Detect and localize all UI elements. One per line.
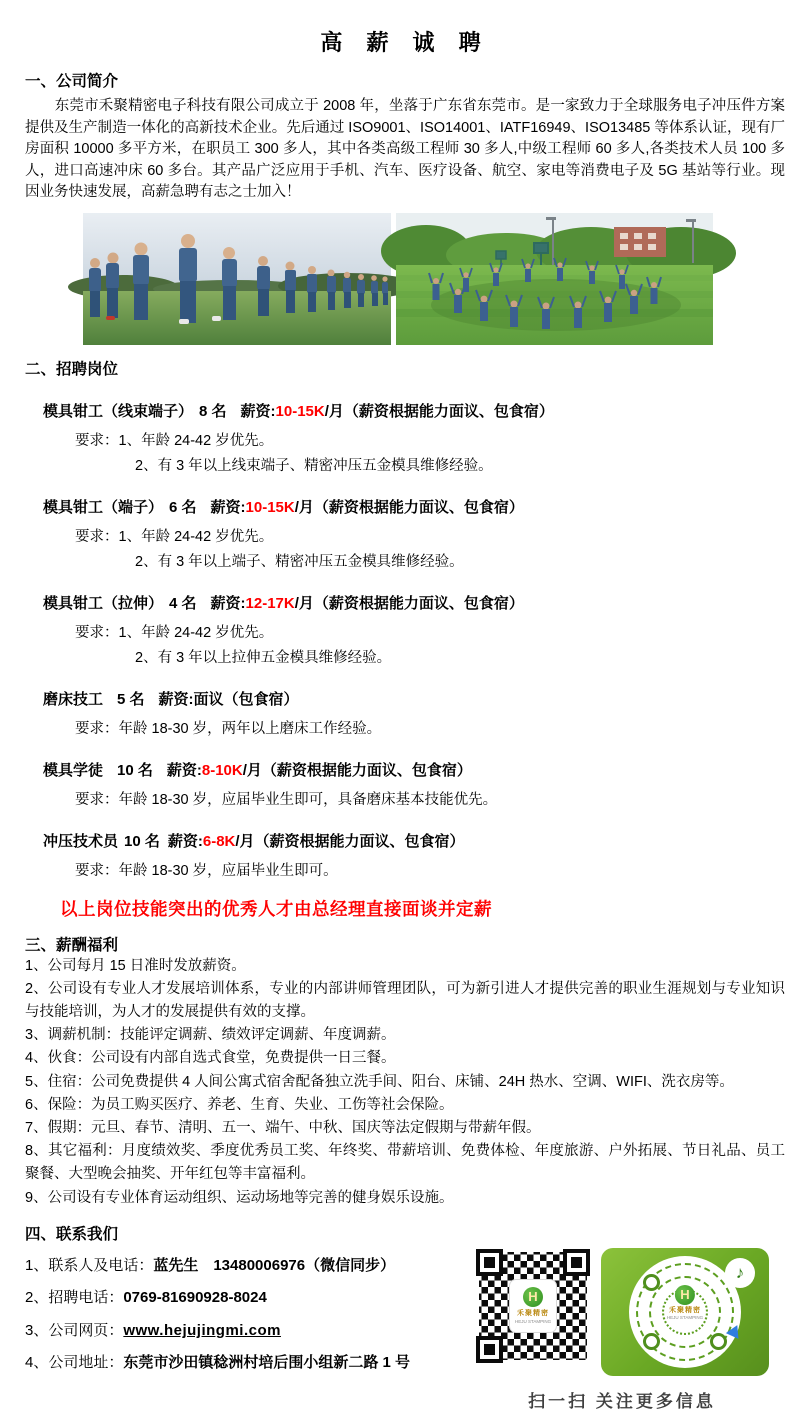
job-item-mold-fitter-drawing [25,592,785,667]
job-title-line [43,830,785,851]
logo-h-icon: H [523,1287,543,1307]
wechat-qr-code [475,1248,591,1364]
salary-unit: /月（薪资根据能力面议、包食宿） [294,498,524,516]
benefit-item: 9、公司设有专业体育运动组织、运动场地等完善的健身娱乐设施。 [25,1189,454,1206]
job-title: 模具钳工（线束端子） [43,402,194,420]
job-requirement [75,717,785,738]
salary-label: 薪资: [210,594,246,612]
requirement-text: 年龄 18-30 岁，两年以上磨床工作经验。 [118,720,382,737]
job-count: 8 名 [199,402,227,420]
benefit-item: 4、伙食：公司设有内部自选式食堂，免费提供一日三餐。 [25,1050,396,1067]
job-count: 5 名 [117,690,145,708]
section-heading-benefits: 三、薪酬福利 [25,936,119,954]
job-count: 6 名 [169,498,197,516]
benefit-item: 3、调薪机制：技能评定调薪、绩效评定调薪、年度调薪。 [25,1027,396,1044]
salary-unit: /月（薪资根据能力面议、包食宿） [235,832,465,850]
benefit-item: 6、保险：为员工购买医疗、养老、生育、失业、工伤等社会保险。 [25,1096,454,1113]
job-requirement [75,621,785,642]
job-title-line [43,688,785,709]
section-heading-contact: 四、联系我们 [25,1225,119,1243]
benefit-item: 1、公司每月 15 日准时发放薪资。 [25,957,246,974]
salary-value: 10-15K [245,498,295,516]
job-requirement [75,429,785,450]
salary-label: 薪资: [210,498,246,516]
salary-unit: /月（薪资根据能力面议、包食宿） [242,761,472,779]
salary-unit: /月（薪资根据能力面议、包食宿） [294,594,524,612]
recruit-phone-value: 0769-81690928-8024 [123,1289,267,1307]
contact-label: 3、公司网页： [25,1321,124,1339]
job-requirement: 2、有 3 年以上拉伸五金模具维修经验。 [135,649,392,666]
job-count: 10 名 [117,761,153,779]
website-line [25,1315,475,1348]
salary-value: 8-10K [201,761,243,779]
job-title-line [43,759,785,780]
salary-unit: （包食宿） [223,690,299,708]
contact-person-value: 蓝先生 13480006976（微信同步） [153,1256,396,1274]
requirement-text: 1、年龄 24-42 岁优先。 [118,528,274,545]
qr-row [475,1248,785,1376]
salary-label: 薪资: [166,761,202,779]
recruit-phone-line [25,1282,475,1315]
job-item-grinder-technician [25,688,785,738]
job-item-mold-apprentice [25,759,785,809]
contact-lines [25,1248,475,1412]
requirement-label: 要求： [75,862,119,879]
job-requirement [75,859,785,880]
salary-label: 薪资: [158,690,194,708]
requirement-label: 要求： [75,432,119,449]
salary-value: 面议 [193,690,224,708]
salary-negotiation-highlight: 以上岗位技能突出的优秀人才由总经理直接面谈并定薪 [60,898,492,919]
company-logo [509,1279,557,1333]
salary-value: 12-17K [245,594,295,612]
job-item-mold-fitter-harness [25,400,785,475]
job-requirement: 2、有 3 年以上端子、精密冲压五金模具维修经验。 [135,553,464,570]
contact-label: 2、招聘电话： [25,1289,124,1307]
requirement-text: 1、年龄 24-42 岁优先。 [118,432,274,449]
job-requirement [75,525,785,546]
requirement-text: 年龄 18-30 岁，应届毕业生即可。 [118,862,338,879]
job-requirement [75,788,785,809]
company-intro-paragraph: 东莞市禾聚精密电子科技有限公司成立于 2008 年，坐落于广东省东莞市。是一家致力于全球服务电子冲压件方案提供及生产制造一体化的高新技术企业。先后通过 ISO9001、ISO14001、IATF16949、ISO13485 等体系认证，现有厂房面积 10000 多平方米，在职员工 300 多人，其中各类高级工程师 30 多人,中级工程师 60 多人,各类技术人员 100 多人，进口高速冲床 60 多台。其产品广泛应用于手机、汽车、医疗设备、航空、家电等消费电子及 5G 基站等行业。现因业务快速发展，高薪急聘有志之士加入！ [25,98,785,200]
logo-en-text: HEJU STAMPING [666,1315,704,1321]
contact-person-line [25,1250,475,1283]
job-title: 冲压技术员 [43,832,119,850]
company-logo [665,1285,705,1321]
qr-finder-icon [476,1249,503,1276]
company-photos-row [83,213,785,345]
company-photo-formation [83,213,391,345]
requirement-text: 年龄 18-30 岁，应届毕业生即可，具备磨床基本技能优先。 [118,791,498,808]
job-requirement: 2、有 3 年以上线束端子、精密冲压五金模具维修经验。 [135,457,493,474]
tiktok-note-icon: ♪ [725,1258,755,1288]
address-line [25,1347,475,1380]
qr-dot-icon [643,1274,660,1291]
company-photo-circle-activity [396,213,713,345]
page-title: 高 薪 诚 聘 [320,30,490,55]
qr-code-area [475,1248,785,1412]
requirement-label: 要求： [75,624,119,641]
qr-scan-caption: 扫一扫 关注更多信息 [528,1391,716,1411]
logo-cn-text: 禾聚精密 [517,1309,549,1317]
qr-finder-icon [476,1336,503,1363]
requirement-label: 要求： [75,528,119,545]
job-title: 模具学徒 [43,761,104,779]
job-title-line [43,400,785,421]
contact-block [25,1248,785,1412]
job-title: 磨床技工 [43,690,104,708]
website-link[interactable]: www.hejujingmi.com [123,1321,281,1339]
logo-cn-text: 禾聚精密 [668,1306,701,1314]
qr-finder-icon [563,1249,590,1276]
salary-value: 6-8K [202,832,236,850]
requirement-text: 1、年龄 24-42 岁优先。 [118,624,274,641]
job-title-line [43,592,785,613]
salary-unit: /月（薪资根据能力面议、包食宿） [324,402,554,420]
requirement-label: 要求： [75,791,119,808]
job-title: 模具钳工（拉伸） [43,594,164,612]
qr-dot-icon [710,1333,727,1350]
logo-en-text: HEJU STAMPING [514,1319,552,1325]
job-item-mold-fitter-terminal [25,496,785,571]
job-title-line [43,496,785,517]
qr-dot-icon [643,1333,660,1350]
benefit-item: 8、其它福利：月度绩效奖、季度优秀员工奖、年终奖、带薪培训、免费体检、年度旅游、户外拓展、节日礼品、员工聚餐、大型晚会抽奖、开年红包等丰富福利。 [25,1143,785,1183]
address-value: 东莞市沙田镇稔洲村培后围小组新二路 1 号 [123,1354,411,1372]
douyin-qr-code [601,1248,769,1376]
salary-value: 10-15K [275,402,325,420]
benefit-item: 7、假期：元旦、春节、清明、五一、端午、中秋、国庆等法定假期与带薪年假。 [25,1119,541,1136]
job-count: 4 名 [169,594,197,612]
contact-label: 4、公司地址： [25,1354,124,1372]
section-heading-jobs: 二、招聘岗位 [25,360,119,378]
job-item-stamping-technician [25,830,785,880]
salary-label: 薪资: [240,402,276,420]
logo-h-icon: H [675,1285,695,1305]
section-heading-company-intro: 一、公司简介 [25,73,119,90]
job-title: 模具钳工（端子） [43,498,164,516]
job-count: 10 名 [124,832,160,850]
benefit-item: 5、住宿：公司免费提供 4 人间公寓式宿舍配备独立洗手间、阳台、床铺、24H 热水、空调、WIFI、洗衣房等。 [25,1073,734,1090]
requirement-label: 要求： [75,720,119,737]
contact-label: 1、联系人及电话： [25,1256,154,1274]
salary-label: 薪资: [167,832,203,850]
benefit-item: 2、公司设有专业人才发展培训体系，专业的内部讲师管理团队，可为新引进人才提供完善的职业生涯规划与专业知识与技能培训，为人才的发展提供有效的支撑。 [25,980,785,1020]
